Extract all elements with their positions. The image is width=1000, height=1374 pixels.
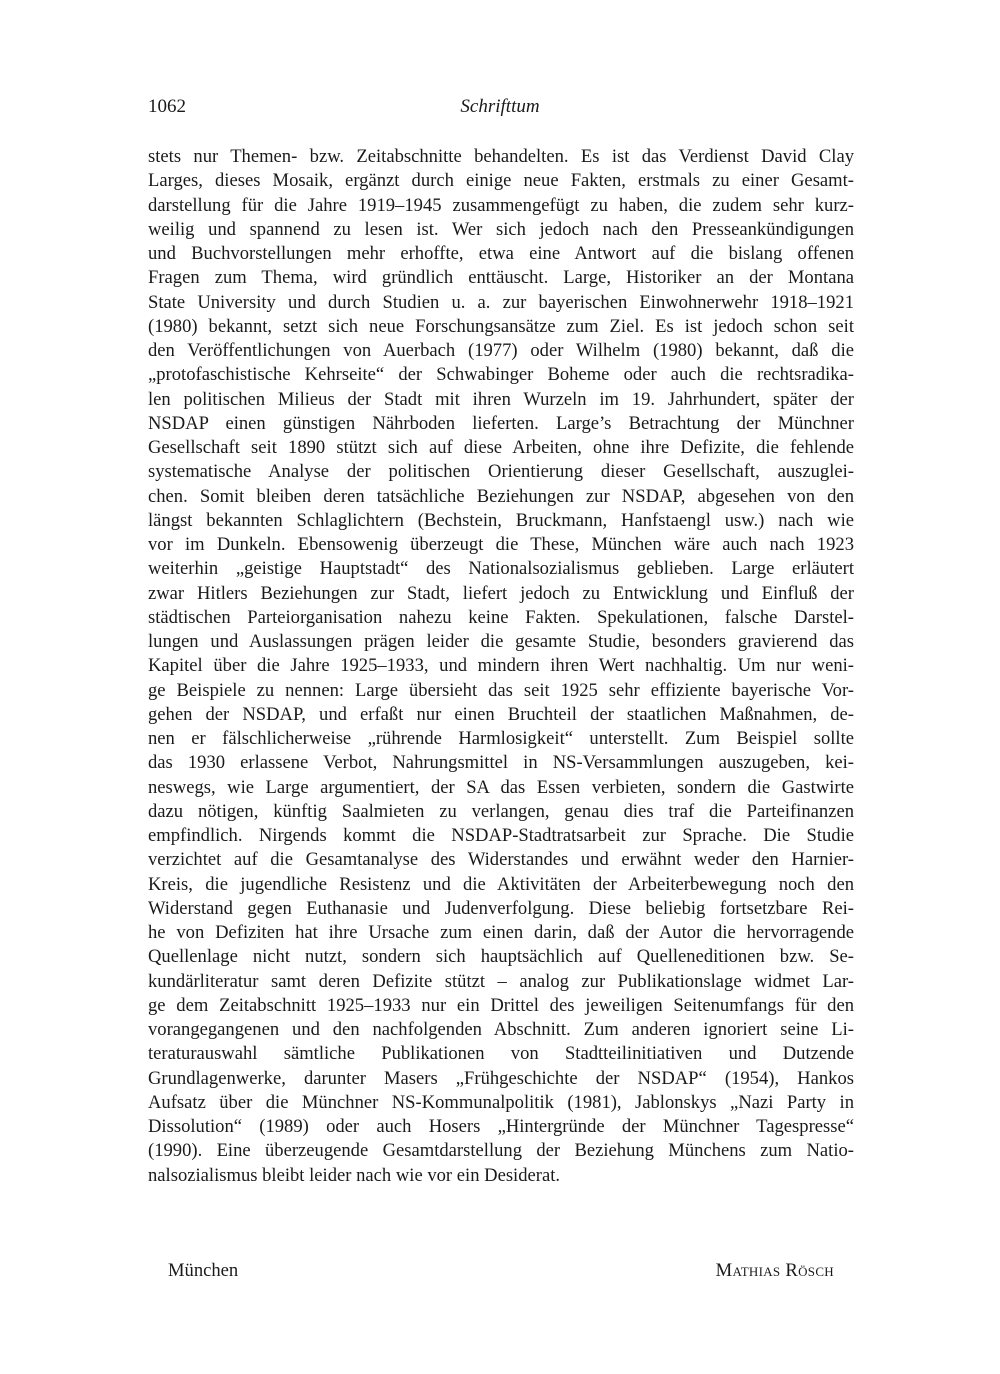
text-line: nen er fälschlicherweise „rührende Harmlosigkeit“ unterstellt. Zum Beispiel sollte: [148, 728, 854, 749]
signature-author: Mathias Rösch: [715, 1260, 834, 1281]
text-line: darstellung für die Jahre 1919–1945 zusammengefügt zu haben, die zudem sehr kurz-: [148, 194, 854, 216]
text-line: längst bekannten Schlaglichtern (Bechstein, Bruckmann, Hanfstaengl usw.) nach wie: [148, 509, 854, 531]
text-line: chen. Somit bleiben deren tatsächliche Beziehungen zur NSDAP, abgesehen von den: [148, 485, 854, 507]
running-title: Schrifttum: [460, 96, 540, 117]
text-line: NSDAP einen günstigen Nährboden lieferten. Large’s Betrachtung der Münchner: [148, 412, 854, 434]
text-line: Larges, dieses Mosaik, ergänzt durch einige neue Fakten, erstmals zu einer Gesamt-: [148, 170, 854, 192]
text-line: verzichtet auf die Gesamtanalyse des Widerstandes und erwähnt weder den Harnier-: [148, 849, 854, 871]
text-line: he von Defiziten hat ihre Ursache zum einen darin, daß der Autor die hervorragende: [148, 922, 854, 943]
text-line: Quellenlage nicht nutzt, sondern sich hauptsächlich auf Quelleneditionen bzw. Se-: [148, 946, 854, 968]
text-line: ge dem Zeitabschnitt 1925–1933 nur ein Drittel des jeweiligen Seitenumfangs für den: [148, 994, 854, 1016]
text-line: dazu nötigen, künftig Saalmieten zu verlangen, genau dies traf die Parteifinanzen: [148, 800, 854, 822]
text-line: weilig und spannend zu lesen ist. Wer sich jedoch nach den Presseankündigungen: [148, 218, 854, 240]
text-line: kundärliteratur samt deren Defizite stützt – analog zur Publikationslage widmet Lar-: [148, 970, 854, 992]
text-line: State University und durch Studien u. a. zur bayerischen Einwohnerwehr 1918–1921: [148, 291, 854, 313]
text-line: Dissolution“ (1989) oder auch Hosers „Hintergründe der Münchner Tagespresse“: [148, 1116, 854, 1137]
text-line: Kapitel über die Jahre 1925–1933, und mindern ihren Wert nachhaltig. Um nur weni-: [148, 655, 854, 677]
text-line: (1990). Eine überzeugende Gesamtdarstellung der Beziehung Münchens zum Natio-: [148, 1140, 854, 1162]
text-line: „protofaschistische Kehrseite“ der Schwabinger Boheme oder auch die rechtsradika-: [148, 364, 854, 386]
text-line: nalsozialismus bleibt leider nach wie vor ein Desiderat.: [148, 1164, 561, 1186]
text-line: zwar Hitlers Beziehungen zur Stadt, liefert jedoch zu Entwicklung und Einfluß der: [148, 582, 854, 604]
text-line: neswegs, wie Large argumentiert, der SA das Essen verbieten, sondern die Gastwirte: [148, 776, 854, 798]
signature-place: München: [168, 1260, 239, 1281]
text-line: (1980) bekannt, setzt sich neue Forschungsansätze zum Ziel. Es ist jedoch schon seit: [148, 315, 854, 337]
text-line: vor im Dunkeln. Ebensowenig überzeugt die These, München wäre auch nach 1923: [148, 534, 854, 555]
text-line: vorangegangenen und den nachfolgenden Abschnitt. Zum anderen ignoriert seine Li-: [148, 1019, 854, 1040]
review-body-text: [148, 145, 854, 1188]
text-line: Gesellschaft seit 1890 stützt sich auf diese Arbeiten, ohne ihre Defizite, die fehlende: [148, 437, 854, 458]
text-line: empfindlich. Nirgends kommt die NSDAP-Stadtratsarbeit zur Sprache. Die Studie: [148, 825, 854, 846]
text-line: Grundlagenwerke, darunter Masers „Frühgeschichte der NSDAP“ (1954), Hankos: [148, 1067, 854, 1089]
text-line: städtischen Parteiorganisation nahezu keine Fakten. Spekulationen, falsche Darstel-: [148, 606, 854, 628]
text-line: Widerstand gegen Euthanasie und Judenverfolgung. Diese beliebig fortsetzbare Rei-: [148, 897, 854, 919]
text-line: das 1930 erlassene Verbot, Nahrungsmittel in NS-Versammlungen auszugeben, kei-: [148, 752, 854, 774]
text-line: gehen der NSDAP, und erfaßt nur einen Bruchteil der staatlichen Maßnahmen, de-: [148, 703, 854, 725]
text-line: len politischen Milieus der Stadt mit ihren Wurzeln im 19. Jahrhundert, später der: [148, 388, 854, 410]
text-line: ge Beispiele zu nennen: Large übersieht das seit 1925 sehr effiziente bayerische Vor-: [148, 679, 854, 701]
text-line: teraturauswahl sämtliche Publikationen von Stadtteilinitiativen und Dutzende: [148, 1043, 854, 1065]
page-number: 1062: [148, 96, 186, 117]
text-line: Fragen zum Thema, wird gründlich enttäuscht. Large, Historiker an der Montana: [148, 267, 854, 289]
text-line: Kreis, die jugendliche Resistenz und die Aktivitäten der Arbeiterbewegung noch den: [148, 873, 854, 895]
text-line: und Buchvorstellungen mehr erhoffte, etwa eine Antwort auf die bislang offenen: [148, 243, 854, 264]
text-line: systematische Analyse der politischen Orientierung dieser Gesellschaft, auszuglei-: [148, 461, 854, 483]
text-line: lungen und Auslassungen prägen leider die gesamte Studie, besonders gravierend das: [148, 631, 854, 652]
text-line: Aufsatz über die Münchner NS-Kommunalpolitik (1981), Jablonskys „Nazi Party in: [148, 1091, 854, 1113]
text-line: weiterhin „geistige Hauptstadt“ des Nationalsozialismus geblieben. Large erläutert: [148, 558, 854, 580]
text-line: den Veröffentlichungen von Auerbach (1977) oder Wilhelm (1980) bekannt, daß die: [148, 340, 854, 361]
text-line: stets nur Themen- bzw. Zeitabschnitte behandelten. Es ist das Verdienst David Clay: [148, 146, 854, 167]
